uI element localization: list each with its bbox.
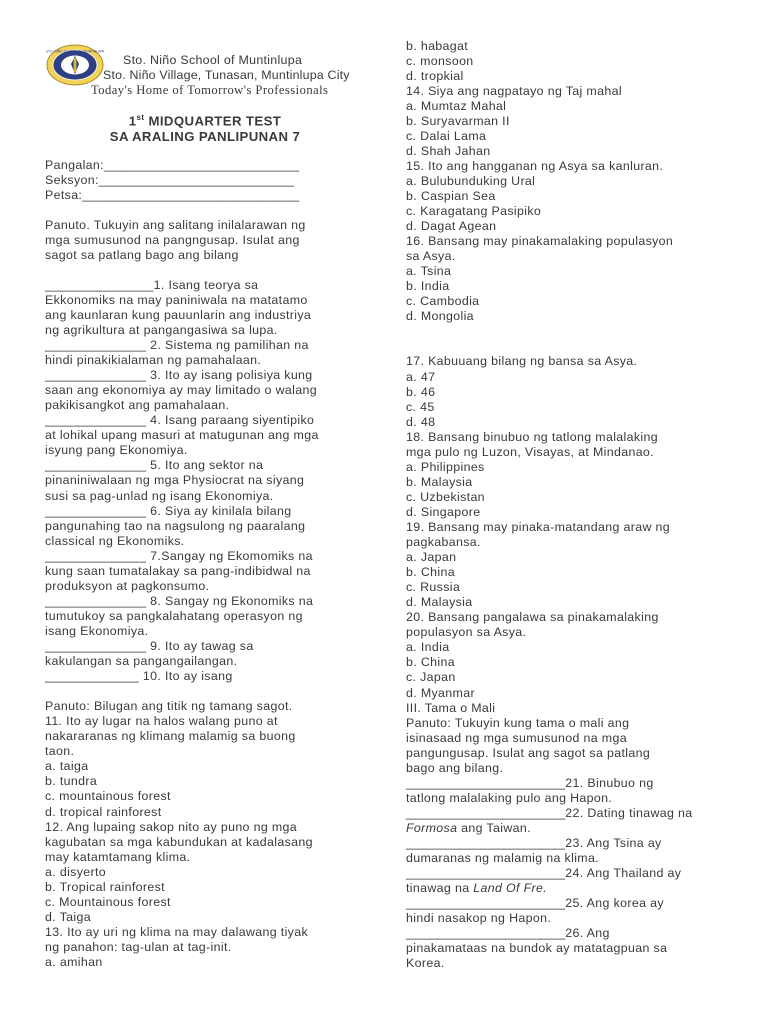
question-line: b. India (406, 279, 450, 294)
question-line: d. 48 (406, 414, 436, 429)
question-line: may katamtamang klima. (45, 849, 191, 864)
school-address: Sto. Niño Village, Tunasan, Muntinlupa City (103, 68, 350, 82)
part1-items (45, 278, 357, 684)
q24-pre: tinawag na (406, 881, 474, 896)
question-line: a. amihan (45, 954, 103, 969)
question-line: 19. Bansang may pinaka-matandang araw ng (406, 520, 671, 534)
question-line: c. Cambodia (406, 294, 480, 309)
question-line: populasyon sa Asya. (406, 625, 527, 640)
question-line: b. China (406, 565, 455, 580)
title-line-1 (45, 110, 365, 129)
question-line: hindi pinakikialaman ng pamahalaan. (45, 353, 262, 368)
part3-instructions (406, 716, 736, 776)
question-line: ______________ 3. Ito ay isang polisiya kung (45, 368, 313, 383)
q23-line-1: ______________________23. Ang Tsina ay (406, 835, 662, 850)
svg-text:STO. NIÑO SCHOOL OF MUNTINLUPA: STO. NIÑO SCHOOL OF MUNTINLUPA (46, 49, 104, 54)
question-line: c. mountainous forest (45, 789, 171, 804)
question-line: c. 45 (406, 399, 435, 414)
question-line: c. Karagatang Pasipiko (406, 204, 542, 219)
question-line: a. disyerto (45, 864, 107, 879)
part1-instructions (45, 218, 357, 263)
section-field[interactable]: Seksyon:___________________________ (45, 172, 295, 187)
instruction-line: mga sumusunod na pangngusap. Isulat ang (45, 232, 300, 247)
question-line: a. Bulubunduking Ural (406, 173, 536, 188)
school-name: Sto. Niño School of Muntinlupa (123, 53, 303, 67)
question-line: a. 47 (406, 369, 436, 384)
q26-line-2: pinakamataas na bundok ay matatagpuan sa (406, 941, 668, 956)
question-line: b. habagat (406, 38, 469, 53)
question-line: d. Myanmar (406, 685, 475, 700)
question-line: saan ang ekonomiya ay may limitado o walang (45, 383, 317, 398)
date-field[interactable]: Petsa:______________________________ (45, 187, 300, 202)
question-line: _______________1. Isang teorya sa (45, 277, 259, 292)
question-line: 13. Ito ay uri ng klima na may dalawang tiyak (45, 924, 308, 939)
question-line: at lohikal upang masuri at matugunan ang mga (45, 428, 319, 443)
question-line: ang kaunlaran kung pauunlarin ang industriya (45, 307, 312, 322)
question-line: d. Taiga (45, 909, 91, 924)
question-line: d. Singapore (406, 504, 481, 519)
question-line: ______________ 4. Isang paraang siyentipiko (45, 413, 315, 428)
question-line: a. Mumtaz Mahal (406, 98, 507, 113)
part2-right-items-b (406, 354, 736, 700)
question-line: ______________ 5. Ito ang sektor na (45, 458, 264, 473)
question-line: ______________ 6. Siya ay kinilala bilang (45, 503, 292, 518)
q21-line-1: ______________________21. Binubuo ng (406, 775, 654, 790)
question-line: c. Dalai Lama (406, 128, 487, 143)
question-line: taon. (45, 744, 75, 759)
question-line: b. Caspian Sea (406, 188, 496, 203)
question-line: a. Philippines (406, 459, 485, 474)
school-logo (46, 44, 104, 86)
question-line: classical ng Ekonomiks. (45, 533, 185, 548)
q23-line-2: dumaranas ng malamig na klima. (406, 851, 600, 866)
question-line: 15. Ito ang hangganan ng Asya sa kanluran. (406, 158, 664, 173)
instruction-line: Panuto: Tukuyin kung tama o mali ang (406, 715, 630, 730)
question-line: b. tundra (45, 774, 98, 789)
question-line: d. Dagat Agean (406, 219, 497, 234)
q22-line-2 (406, 821, 736, 836)
question-line: 18. Bansang binubuo ng tatlong malalaking (406, 429, 659, 444)
school-motto: Today's Home of Tomorrow's Professionals (91, 83, 329, 97)
question-line: 14. Siya ang nagpatayo ng Taj mahal (406, 83, 622, 98)
question-line: tumutukoy sa pangkalahatang operasyon ng (45, 608, 303, 623)
question-line: c. Uzbekistan (406, 489, 485, 504)
question-line: a. Tsina (406, 264, 452, 279)
left-column (45, 158, 357, 971)
question-line: _____________ 10. Ito ay isang (45, 669, 233, 684)
question-line: d. tropical rainforest (45, 804, 162, 819)
question-line: a. taiga (45, 759, 89, 774)
q25-line-2: hindi nasakop ng Hapon. (406, 911, 552, 926)
instruction-line: isinasaad ng mga sumusunod na mga (406, 730, 627, 745)
q22-formosa: Formosa (406, 820, 458, 835)
q24-line-1: ______________________24. Ang Thailand ay (406, 866, 682, 881)
question-line: ______________ 7.Sangay ng Ekomomiks na (45, 548, 313, 563)
ordinal-suffix: st (136, 113, 145, 122)
question-line: isyung pang Ekonomiya. (45, 443, 188, 458)
part3-heading: III. Tama o Mali (406, 700, 496, 715)
question-line: d. tropkial (406, 68, 464, 83)
q21-line-2: tatlong malalaking pulo ang Hapon. (406, 790, 613, 805)
question-line: c. Russia (406, 580, 461, 595)
title-line-2: SA ARALING PANLIPUNAN 7 (109, 129, 301, 145)
question-line: b. Malaysia (406, 474, 473, 489)
question-line: produksyon at pagkonsumo. (45, 578, 210, 593)
question-line: b. China (406, 655, 455, 670)
question-line: ______________ 9. Ito ay tawag sa (45, 639, 254, 653)
question-line: nakararanas ng klimang malamig sa buong (45, 729, 296, 744)
question-line: mga pulo ng Luzon, Visayas, at Mindanao. (406, 444, 654, 459)
question-line: kakulangan sa pangangailangan. (45, 654, 238, 669)
question-line: 11. Ito ay lugar na halos walang puno at (45, 714, 278, 729)
question-line: c. Mountainous forest (45, 894, 171, 909)
question-line: c. monsoon (406, 53, 474, 68)
question-line: b. Suryavarman II (406, 113, 510, 128)
question-line: 16. Bansang may pinakamalaking populasyon (406, 234, 674, 249)
instruction-line: sagot sa patlang bago ang bilang (45, 247, 239, 262)
right-column (406, 39, 736, 972)
question-line: 12. Ang lupaing sakop nito ay puno ng mga (45, 819, 298, 834)
question-line: isang Ekonomiya. (45, 623, 149, 638)
part2-left-items (45, 714, 357, 970)
instruction-line: Panuto. Tukuyin ang salitang inilalarawan ng (45, 217, 306, 232)
q22-line-1: ______________________22. Dating tinawag na (406, 805, 693, 820)
question-line: ng panahon: tag-ulan at tag-init. (45, 939, 232, 954)
question-line: a. India (406, 640, 450, 655)
part2-instructions: Panuto: Bilugan ang titik ng tamang sagot. (45, 699, 293, 714)
question-line: Ekkonomiks na may paniniwala na matatamo (45, 292, 308, 307)
question-line: ______________ 2. Sistema ng pamilihan na (45, 338, 309, 353)
instruction-line: bago ang bilang. (406, 760, 504, 775)
question-line: susi sa pag-unlad ng isang Ekonomiya. (45, 488, 274, 503)
test-title (45, 110, 365, 145)
question-line: sa Asya. (406, 249, 456, 264)
question-line: pinaniniwalaan ng mga Physiocrat na siyang (45, 473, 305, 488)
question-line: b. Tropical rainforest (45, 879, 165, 894)
q26-line-3: Korea. (406, 956, 445, 971)
question-line: c. Japan (406, 670, 456, 685)
question-line: d. Malaysia (406, 595, 473, 610)
question-line: kung saan tumatalakay sa pang-indibidwal na (45, 563, 311, 578)
question-line: 20. Bansang pangalawa sa pinakamalaking (406, 610, 659, 625)
question-line: b. 46 (406, 384, 436, 399)
question-line: ng agrikultura at pangangasiwa sa lupa. (45, 323, 278, 338)
question-line: ______________ 8. Sangay ng Ekonomiks na (45, 593, 314, 608)
instruction-line: pangungusap. Isulat ang sagot sa patlang (406, 745, 651, 760)
question-line: 17. Kabuuang bilang ng bansa sa Asya. (406, 354, 638, 369)
q22-rest: ang Taiwan. (457, 820, 531, 835)
question-line: d. Shah Jahan (406, 143, 491, 158)
ordinal-number: 1 (128, 113, 137, 129)
q26-line-1: ______________________26. Ang (406, 926, 610, 941)
name-field[interactable]: Pangalan:___________________________ (45, 157, 300, 172)
part2-right-items-a (406, 39, 736, 325)
q24-land-of-fre: Land Of Fre. (473, 881, 547, 896)
question-line: a. Japan (406, 550, 457, 565)
question-line: pangunahing tao na nagsulong ng paaralang (45, 518, 306, 533)
question-line: kagubatan sa mga kabundukan at kadalasang (45, 834, 313, 849)
q25-line-1: ______________________25. Ang korea ay (406, 896, 664, 911)
question-line: pakikisangkot ang pamahalaan. (45, 398, 230, 413)
question-line: pagkabansa. (406, 535, 481, 550)
q24-line-2 (406, 881, 736, 896)
question-line: d. Mongolia (406, 309, 474, 324)
title-rest: MIDQUARTER TEST (144, 113, 282, 129)
